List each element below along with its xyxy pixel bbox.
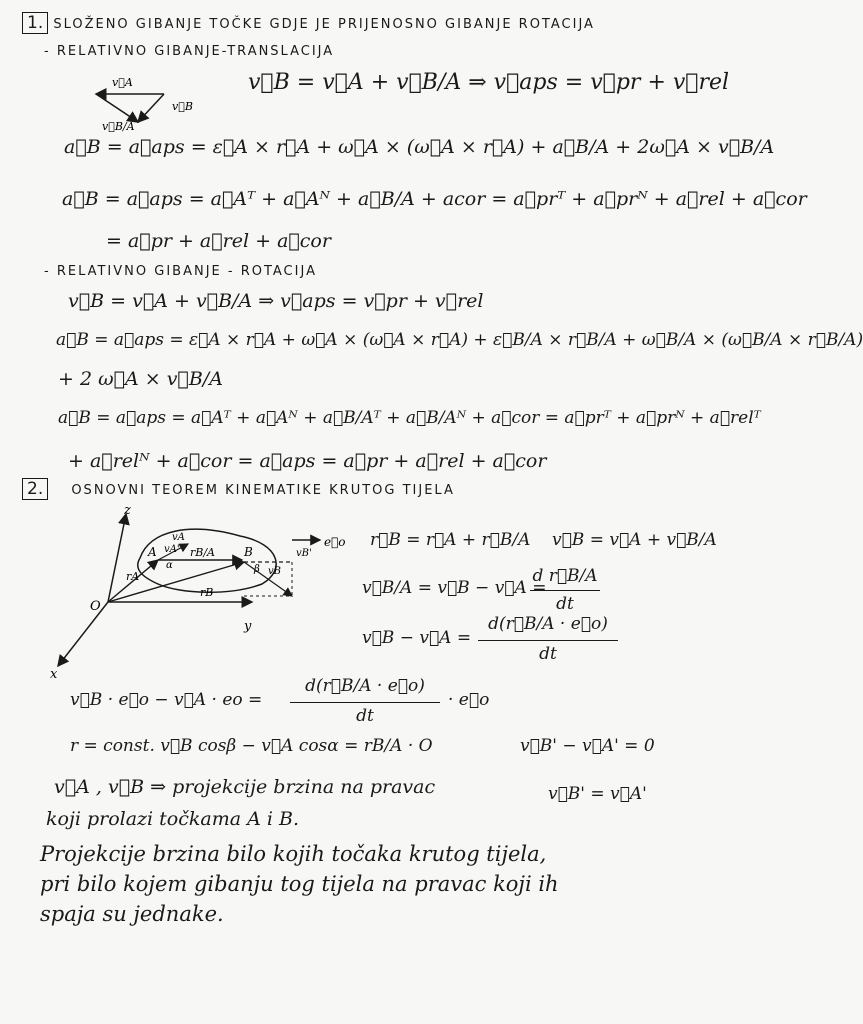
conclusion-line-2: pri bilo kojem gibanju tog tijela na pravac koji ih [40,872,559,896]
vector-vBA [138,94,164,122]
eq-position: r⃗B = r⃗A + r⃗B/A [370,530,531,550]
fraction-bar-1 [530,590,600,591]
label-beta: β [254,564,260,575]
eq-velocity-rotation: v⃗B = v⃗A + v⃗B/A ⇒ v⃗aps = v⃗pr + v⃗rel [68,290,484,312]
subsection-translation-title: - RELATIVNO GIBANJE-TRANSLACIJA [44,44,335,59]
subsection-rotation-title: - RELATIVNO GIBANJE - ROTACIJA [44,264,317,279]
fraction-bar-3 [290,702,440,703]
eq-relative-velocity: v⃗B/A = v⃗B − v⃗A = [362,578,547,598]
label-vA: v⃗A [112,76,133,89]
eq-relative-velocity-denominator: dt [556,594,574,614]
eq-velocity-difference-denominator: dt [539,644,557,664]
rigid-body-outline [138,529,276,592]
section-1-header [22,12,595,34]
note-projections: v⃗A , v⃗B ⇒ projekcije brzina na pravac [54,776,436,798]
note-line-through-points: koji prolazi točkama A i B. [46,808,299,830]
label-y: y [244,619,252,634]
label-origin: O [90,599,101,614]
eq-projection-rhs: · e⃗o [448,690,490,710]
eq-projection-denominator: dt [356,706,374,726]
eq-velocity: v⃗B = v⃗A + v⃗B/A [552,530,717,550]
label-z: z [124,503,131,518]
section-1-title: SLOŽENO GIBANJE TOČKE GDJE JE PRIJENOSNO GIBANJE ROTACIJA [53,17,595,32]
rigid-body-diagram [40,500,360,680]
conclusion-line-1: Projekcije brzina bilo kojih točaka krutog tijela, [40,842,547,866]
label-rBA: rB/A [190,546,215,559]
label-point-a: A [148,545,157,559]
label-vA-prime: vA' [164,544,180,555]
section-2-title: OSNOVNI TEOREM KINEMATIKE KRUTOG TIJELA [71,483,455,498]
eq-velocity-translation: v⃗B = v⃗A + v⃗B/A ⇒ v⃗aps = v⃗pr + v⃗rel [248,70,730,95]
eq-r-const: r = const. v⃗B cosβ − v⃗A cosα = rB/A · O [70,736,433,756]
section-2-number: 2. [22,478,48,500]
label-alpha: α [166,560,173,571]
label-rA: rA [126,570,140,583]
label-vA: vA [172,532,185,543]
eq-velocity-difference-numerator: d(r⃗B/A · e⃗o) [488,614,608,634]
vector-vB [96,94,138,122]
conclusion-line-3: spaja su jednake. [40,902,224,926]
eq-acceleration-rotation-2: + 2 ω⃗A × v⃗B/A [58,368,223,390]
label-x: x [50,667,58,682]
label-vB: vB [268,566,281,577]
eq-relative-velocity-numerator: d r⃗B/A [532,566,598,586]
fraction-bar-2 [478,640,618,641]
eq-acceleration-translation-2: a⃗B = a⃗aps = a⃗Aᵀ + a⃗Aᴺ + a⃗B/A + acor = a⃗prᵀ + a⃗prᴺ + a⃗rel + a⃗cor [62,188,807,210]
eq-projection-numerator: d(r⃗B/A · e⃗o) [305,676,425,696]
label-rB: rB [200,586,214,599]
eq-velocity-difference: v⃗B − v⃗A = [362,628,472,648]
eq-projections-equal: v⃗B' = v⃗A' [548,784,647,804]
label-vB: v⃗B [172,100,193,113]
eq-acceleration-translation-1: a⃗B = a⃗aps = ε⃗A × r⃗A + ω⃗A × (ω⃗A × r⃗A) + a⃗B/A + 2ω⃗A × v⃗B/A [64,136,775,158]
section-1-number: 1. [22,12,48,34]
eq-projection-equal-zero: v⃗B' − v⃗A' = 0 [520,736,655,756]
section-2-header [22,478,455,500]
label-vB-prime: vB' [296,548,312,559]
eq-acceleration-rotation-3: a⃗B = a⃗aps = a⃗Aᵀ + a⃗Aᴺ + a⃗B/Aᵀ + a⃗B/Aᴺ + a⃗cor = a⃗prᵀ + a⃗prᴺ + a⃗relᵀ [58,408,761,428]
relative-velocity-sketch [88,72,208,132]
label-point-b: B [244,545,253,559]
eq-acceleration-translation-3: = a⃗pr + a⃗rel + a⃗cor [106,230,331,252]
eq-acceleration-rotation-1: a⃗B = a⃗aps = ε⃗A × r⃗A + ω⃗A × (ω⃗A × r⃗A) + ε⃗B/A × r⃗B/A + ω⃗B/A × (ω⃗B/A × r⃗B/A) [56,330,863,350]
label-vBA: v⃗B/A [102,120,135,133]
label-e0: e⃗o [324,535,346,549]
eq-projection-lhs: v⃗B · e⃗o − v⃗A · eo = [70,690,263,710]
eq-acceleration-rotation-4: + a⃗relᴺ + a⃗cor = a⃗aps = a⃗pr + a⃗rel + a⃗cor [68,450,547,472]
